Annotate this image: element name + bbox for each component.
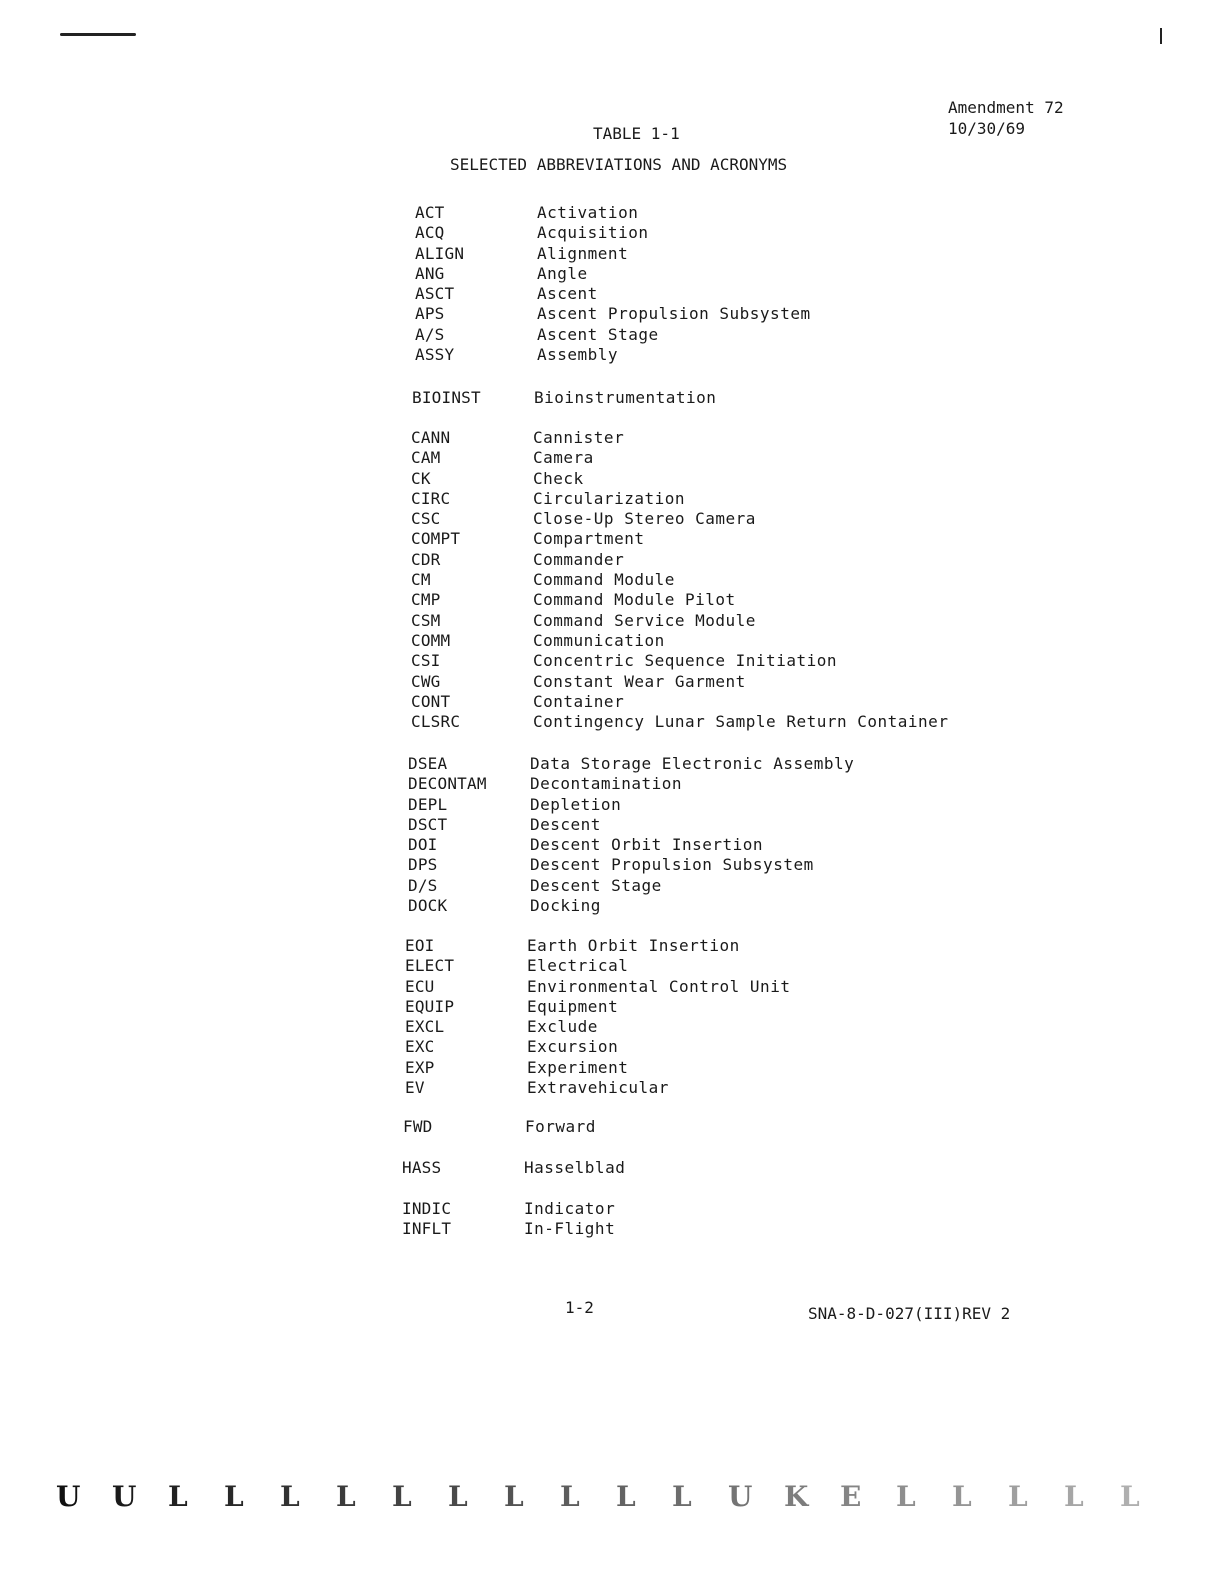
abbreviation-definition: Acquisition (537, 223, 649, 243)
abbreviation-term: ECU (405, 976, 435, 996)
abbreviation-definition: Descent (530, 814, 601, 834)
abbreviation-definition: Angle (537, 263, 588, 283)
abbreviation-definition: Exclude (527, 1017, 598, 1037)
abbreviation-term: FWD (403, 1117, 433, 1136)
abbreviation-term: ACQ (415, 223, 445, 243)
abbreviation-term: BIOINST (412, 388, 481, 407)
abbreviation-definition: Close-Up Stereo Camera (533, 509, 756, 529)
binding-mark: L (392, 1480, 412, 1513)
abbreviation-term: DSCT (408, 814, 448, 834)
abbreviation-definition: Circularization (533, 488, 685, 508)
binding-mark: L (560, 1480, 580, 1513)
abbreviation-definition: Electrical (527, 956, 629, 976)
abbreviation-term: ASCT (415, 284, 455, 304)
abbreviation-definition: Communication (533, 630, 665, 650)
abbreviation-definition: Descent Orbit Insertion (530, 835, 764, 855)
abbreviation-definition: Ascent (537, 284, 598, 304)
abbreviation-definition: Commander (533, 549, 625, 569)
binding-mark: L (1008, 1480, 1028, 1513)
abbreviation-term: A/S (415, 324, 445, 344)
abbreviation-term: EXP (405, 1057, 435, 1077)
abbreviation-definition: In-Flight (524, 1219, 616, 1239)
abbreviation-definition: Extravehicular (527, 1078, 669, 1098)
abbreviation-definition: Command Module (533, 570, 675, 590)
binding-mark: L (224, 1480, 244, 1513)
binding-mark: L (336, 1480, 356, 1513)
abbreviation-term: ELECT (405, 956, 455, 976)
abbreviation-definition: Ascent Stage (537, 324, 659, 344)
abbreviation-term: D/S (408, 875, 438, 895)
abbreviation-term: EQUIP (405, 996, 455, 1016)
scan-mark-top-left (60, 33, 136, 36)
abbreviation-term: EOI (405, 936, 435, 955)
abbreviation-definition: Forward (525, 1117, 596, 1136)
abbreviation-term: DECONTAM (408, 774, 487, 794)
abbreviation-definition: Constant Wear Garment (533, 671, 746, 691)
abbreviation-term: DSEA (408, 754, 448, 773)
amendment-label: Amendment 72 (948, 98, 1064, 117)
binding-mark: U (112, 1480, 137, 1513)
bottom-binding-marks (56, 1480, 1156, 1516)
binding-mark: K (784, 1480, 809, 1513)
abbreviation-definition: Ascent Propulsion Subsystem (537, 304, 811, 324)
abbreviation-definition: Check (533, 468, 584, 488)
abbreviation-term: CONT (411, 691, 451, 711)
binding-mark: L (672, 1480, 692, 1513)
abbreviation-definition: Decontamination (530, 774, 682, 794)
abbreviation-term: DEPL (408, 794, 448, 814)
abbreviation-definition: Concentric Sequence Initiation (533, 651, 837, 671)
abbreviation-definition: Bioinstrumentation (534, 388, 717, 407)
abbreviation-definition: Hasselblad (524, 1158, 626, 1177)
abbreviation-term: CSI (411, 651, 441, 671)
abbreviation-term: INFLT (402, 1219, 452, 1239)
abbreviation-definition: Contingency Lunar Sample Return Container (533, 712, 949, 732)
scan-mark-top-right (1160, 28, 1162, 44)
abbreviation-term: COMM (411, 630, 451, 650)
abbreviation-term: ANG (415, 263, 445, 283)
abbreviation-definition: Indicator (524, 1199, 616, 1218)
abbreviation-term: CDR (411, 549, 441, 569)
abbreviation-term: ALIGN (415, 243, 465, 263)
abbreviation-term: DOCK (408, 896, 448, 916)
abbreviation-term: INDIC (402, 1199, 452, 1218)
abbreviation-term: APS (415, 304, 445, 324)
abbreviation-term: DPS (408, 855, 438, 875)
abbreviation-term: DOI (408, 835, 438, 855)
abbreviation-term: HASS (402, 1158, 442, 1177)
abbreviation-definition: Experiment (527, 1057, 629, 1077)
abbreviation-definition: Container (533, 691, 625, 711)
abbreviation-term: ACT (415, 203, 445, 222)
table-title: TABLE 1-1 (593, 124, 680, 143)
binding-mark: L (448, 1480, 468, 1513)
abbreviation-term: CAM (411, 448, 441, 468)
abbreviation-definition: Descent Stage (530, 875, 662, 895)
abbreviation-term: CSM (411, 610, 441, 630)
table-subtitle: SELECTED ABBREVIATIONS AND ACRONYMS (450, 155, 788, 174)
abbreviation-definition: Data Storage Electronic Assembly (530, 754, 855, 773)
binding-mark: L (1120, 1480, 1140, 1513)
abbreviation-definition: Compartment (533, 529, 645, 549)
abbreviation-term: EXCL (405, 1017, 445, 1037)
abbreviation-definition: Command Service Module (533, 610, 756, 630)
binding-mark: L (896, 1480, 916, 1513)
amendment-date: 10/30/69 (948, 119, 1026, 138)
abbreviation-term: CK (411, 468, 431, 488)
abbreviation-term: CIRC (411, 488, 451, 508)
abbreviation-definition: Environmental Control Unit (527, 976, 791, 996)
abbreviation-term: CANN (411, 428, 451, 447)
binding-mark: L (168, 1480, 188, 1513)
abbreviation-term: CWG (411, 671, 441, 691)
page-number: 1-2 (565, 1298, 594, 1317)
abbreviation-term: EXC (405, 1037, 435, 1057)
binding-mark: U (728, 1480, 753, 1513)
abbreviation-definition: Assembly (537, 345, 619, 365)
abbreviation-definition: Activation (537, 203, 639, 222)
abbreviation-definition: Equipment (527, 996, 619, 1016)
abbreviation-term: CM (411, 570, 431, 590)
binding-mark: U (56, 1480, 81, 1513)
amendment-block (948, 97, 1064, 139)
binding-mark: L (280, 1480, 300, 1513)
abbreviation-term: CLSRC (411, 712, 461, 732)
abbreviation-term: CMP (411, 590, 441, 610)
abbreviation-term: CSC (411, 509, 441, 529)
binding-mark: L (504, 1480, 524, 1513)
abbreviation-definition: Command Module Pilot (533, 590, 736, 610)
abbreviation-definition: Alignment (537, 243, 629, 263)
abbreviation-term: ASSY (415, 345, 455, 365)
abbreviation-definition: Camera (533, 448, 594, 468)
binding-mark: L (616, 1480, 636, 1513)
abbreviation-term: COMPT (411, 529, 461, 549)
abbreviation-definition: Earth Orbit Insertion (527, 936, 740, 955)
abbreviation-definition: Cannister (533, 428, 625, 447)
abbreviation-definition: Excursion (527, 1037, 619, 1057)
abbreviation-term: EV (405, 1078, 425, 1098)
abbreviation-definition: Docking (530, 896, 601, 916)
abbreviation-definition: Descent Propulsion Subsystem (530, 855, 814, 875)
binding-mark: E (840, 1480, 862, 1513)
binding-mark: L (952, 1480, 972, 1513)
binding-mark: L (1064, 1480, 1084, 1513)
abbreviation-definition: Depletion (530, 794, 622, 814)
document-id: SNA-8-D-027(III)REV 2 (808, 1304, 1011, 1323)
